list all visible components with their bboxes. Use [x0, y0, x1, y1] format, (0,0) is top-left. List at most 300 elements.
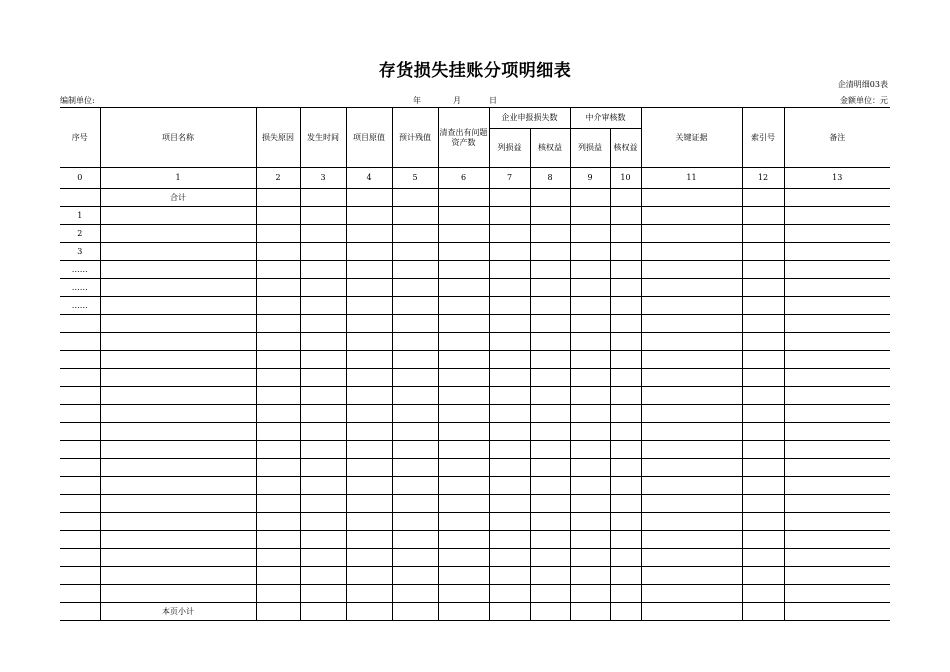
- table-cell: [641, 477, 742, 495]
- column-number-cell: 10: [610, 168, 641, 189]
- table-cell: [530, 513, 570, 531]
- table-cell: [300, 207, 346, 225]
- table-cell: [346, 207, 392, 225]
- table-cell: [570, 279, 610, 297]
- table-cell: [641, 333, 742, 351]
- column-number-cell: 2: [256, 168, 300, 189]
- table-cell: [100, 459, 256, 477]
- table-cell: [438, 459, 489, 477]
- row-seq-cell: [60, 333, 100, 351]
- table-cell: [530, 369, 570, 387]
- column-number-cell: 6: [438, 168, 489, 189]
- table-cell: [641, 387, 742, 405]
- table-cell: [438, 603, 489, 621]
- enterprise-group-header: 企业申报损失数: [489, 108, 570, 129]
- table-cell: [489, 603, 530, 621]
- column-number-cell: 9: [570, 168, 610, 189]
- row-seq-cell: [60, 387, 100, 405]
- table-cell: [530, 189, 570, 207]
- table-cell: [256, 531, 300, 549]
- table-cell: [392, 585, 438, 603]
- column-number-cell: 13: [784, 168, 890, 189]
- table-cell: [100, 495, 256, 513]
- row-seq-cell: [60, 495, 100, 513]
- table-cell: [346, 225, 392, 243]
- table-cell: [346, 405, 392, 423]
- table-cell: [610, 243, 641, 261]
- table-cell: [100, 279, 256, 297]
- table-cell: [641, 495, 742, 513]
- table-cell: [530, 441, 570, 459]
- table-cell: [438, 441, 489, 459]
- table-cell: [610, 531, 641, 549]
- column-number-cell: 3: [300, 168, 346, 189]
- table-cell: [784, 459, 890, 477]
- table-cell: [742, 495, 784, 513]
- row-seq-cell: [60, 585, 100, 603]
- table-cell: [346, 459, 392, 477]
- table-cell: [392, 333, 438, 351]
- table-cell: [570, 225, 610, 243]
- table-cell: [346, 369, 392, 387]
- table-cell: [489, 369, 530, 387]
- row-seq-cell: ……: [60, 261, 100, 279]
- table-cell: [100, 207, 256, 225]
- table-cell: [256, 495, 300, 513]
- subtotal-row-label: 本页小计: [100, 603, 256, 621]
- table-cell: [570, 369, 610, 387]
- row-seq-cell: [60, 405, 100, 423]
- table-cell: [610, 297, 641, 315]
- table-row: [60, 477, 890, 495]
- table-cell: [346, 243, 392, 261]
- table-cell: [346, 477, 392, 495]
- table-cell: [256, 423, 300, 441]
- table-cell: [610, 279, 641, 297]
- table-cell: [392, 423, 438, 441]
- table-cell: [256, 549, 300, 567]
- column-number-cell: 8: [530, 168, 570, 189]
- table-cell: [784, 207, 890, 225]
- row-seq-cell: [60, 531, 100, 549]
- table-cell: [392, 531, 438, 549]
- table-row: [60, 387, 890, 405]
- col-remarks-header: 备注: [784, 108, 890, 168]
- table-cell: [438, 297, 489, 315]
- table-cell: [784, 405, 890, 423]
- table-cell: [100, 225, 256, 243]
- table-cell: [438, 423, 489, 441]
- table-cell: [300, 243, 346, 261]
- table-cell: [742, 513, 784, 531]
- table-cell: [438, 531, 489, 549]
- table-cell: [641, 225, 742, 243]
- table-cell: [530, 225, 570, 243]
- table-row: [60, 513, 890, 531]
- table-cell: [100, 387, 256, 405]
- table-cell: [489, 333, 530, 351]
- row-seq-cell: [60, 459, 100, 477]
- table-cell: [392, 189, 438, 207]
- table-cell: [742, 585, 784, 603]
- table-cell: [438, 261, 489, 279]
- table-cell: [300, 441, 346, 459]
- table-cell: [742, 405, 784, 423]
- table-cell: [610, 261, 641, 279]
- table-cell: [610, 369, 641, 387]
- table-cell: [570, 333, 610, 351]
- table-cell: [300, 297, 346, 315]
- table-row: [60, 297, 890, 315]
- table-cell: [742, 459, 784, 477]
- table-cell: [570, 567, 610, 585]
- table-cell: [530, 531, 570, 549]
- table-cell: [100, 585, 256, 603]
- table-cell: [300, 585, 346, 603]
- table-cell: [641, 207, 742, 225]
- table-row: [60, 405, 890, 423]
- table-cell: [742, 423, 784, 441]
- table-cell: [256, 297, 300, 315]
- table-cell: [392, 603, 438, 621]
- table-cell: [742, 567, 784, 585]
- table-cell: [256, 477, 300, 495]
- table-cell: [256, 243, 300, 261]
- row-seq-cell: [60, 513, 100, 531]
- header-row-1: [60, 108, 890, 129]
- table-cell: [256, 603, 300, 621]
- table-cell: [256, 225, 300, 243]
- table-cell: [392, 567, 438, 585]
- table-cell: [784, 423, 890, 441]
- table-cell: [392, 261, 438, 279]
- table-cell: [641, 531, 742, 549]
- table-row: [60, 531, 890, 549]
- table-cell: [530, 459, 570, 477]
- table-cell: [438, 585, 489, 603]
- table-cell: [346, 333, 392, 351]
- table-cell: [300, 531, 346, 549]
- table-cell: [392, 441, 438, 459]
- table-cell: [610, 405, 641, 423]
- table-cell: [489, 459, 530, 477]
- table-cell: [300, 387, 346, 405]
- table-cell: [742, 225, 784, 243]
- table-cell: [346, 585, 392, 603]
- col-agency-equity-header: 核权益: [610, 129, 641, 168]
- table-cell: [610, 441, 641, 459]
- table-cell: [256, 279, 300, 297]
- table-cell: [100, 567, 256, 585]
- table-cell: [784, 297, 890, 315]
- table-cell: [392, 477, 438, 495]
- table-cell: [641, 423, 742, 441]
- table-cell: [530, 351, 570, 369]
- table-cell: [489, 477, 530, 495]
- table-cell: [489, 225, 530, 243]
- column-number-row: [60, 168, 890, 189]
- table-cell: [530, 279, 570, 297]
- table-cell: [742, 243, 784, 261]
- table-cell: [784, 603, 890, 621]
- table-cell: [100, 513, 256, 531]
- table-cell: [438, 279, 489, 297]
- table-cell: [346, 441, 392, 459]
- table-cell: [256, 585, 300, 603]
- table-cell: [742, 369, 784, 387]
- table-cell: [256, 441, 300, 459]
- table-cell: [300, 459, 346, 477]
- col-enterprise-listed-header: 列损益: [489, 129, 530, 168]
- row-seq-cell: [60, 423, 100, 441]
- table-cell: [489, 315, 530, 333]
- table-cell: [530, 549, 570, 567]
- table-cell: [300, 477, 346, 495]
- table-cell: [610, 387, 641, 405]
- table-cell: [346, 603, 392, 621]
- table-cell: [489, 585, 530, 603]
- table-cell: [489, 207, 530, 225]
- table-row: [60, 225, 890, 243]
- table-cell: [100, 531, 256, 549]
- table-cell: [392, 279, 438, 297]
- table-cell: [742, 333, 784, 351]
- table-cell: [530, 207, 570, 225]
- table-cell: [392, 243, 438, 261]
- table-cell: [438, 243, 489, 261]
- total-row: [60, 189, 890, 207]
- table-cell: [489, 351, 530, 369]
- table-cell: [300, 333, 346, 351]
- year-label: 年: [413, 96, 421, 105]
- table-cell: [438, 351, 489, 369]
- table-cell: [60, 189, 100, 207]
- table-cell: [530, 585, 570, 603]
- table-cell: [100, 315, 256, 333]
- table-cell: [256, 351, 300, 369]
- table-cell: [346, 315, 392, 333]
- table-cell: [570, 603, 610, 621]
- table-cell: [346, 279, 392, 297]
- table-cell: [641, 243, 742, 261]
- col-seq-header: 序号: [60, 108, 100, 168]
- table-cell: [300, 351, 346, 369]
- col-loss-reason-header: 损失原因: [256, 108, 300, 168]
- table-cell: [742, 297, 784, 315]
- table-cell: [742, 279, 784, 297]
- table-cell: [784, 369, 890, 387]
- table-cell: [346, 351, 392, 369]
- table-cell: [530, 423, 570, 441]
- total-row-label: 合计: [100, 189, 256, 207]
- page-title: 存货损失挂账分项明细表: [378, 61, 572, 81]
- table-cell: [530, 603, 570, 621]
- col-original-value-header: 项目原值: [346, 108, 392, 168]
- table-cell: [392, 207, 438, 225]
- table-cell: [641, 567, 742, 585]
- table-cell: [438, 333, 489, 351]
- table-cell: [610, 585, 641, 603]
- table-cell: [570, 549, 610, 567]
- table-cell: [530, 297, 570, 315]
- table-cell: [530, 477, 570, 495]
- table-cell: [610, 603, 641, 621]
- table-cell: [346, 531, 392, 549]
- table-cell: [489, 189, 530, 207]
- table-cell: [438, 495, 489, 513]
- table-cell: [300, 189, 346, 207]
- row-seq-cell: [60, 441, 100, 459]
- table-cell: [784, 531, 890, 549]
- table-cell: [489, 387, 530, 405]
- column-number-cell: 0: [60, 168, 100, 189]
- column-number-cell: 11: [641, 168, 742, 189]
- table-cell: [610, 459, 641, 477]
- table-cell: [530, 387, 570, 405]
- table-cell: [610, 333, 641, 351]
- table-cell: [784, 225, 890, 243]
- table-cell: [742, 441, 784, 459]
- table-cell: [530, 405, 570, 423]
- col-agency-listed-header: 列损益: [570, 129, 610, 168]
- table-cell: [438, 405, 489, 423]
- table-cell: [100, 333, 256, 351]
- table-cell: [300, 315, 346, 333]
- table-cell: [570, 315, 610, 333]
- table-cell: [392, 405, 438, 423]
- row-seq-cell: [60, 549, 100, 567]
- table-cell: [610, 567, 641, 585]
- row-seq-cell: 1: [60, 207, 100, 225]
- table-cell: [300, 567, 346, 585]
- table-cell: [641, 297, 742, 315]
- table-cell: [438, 513, 489, 531]
- table-cell: [300, 225, 346, 243]
- table-cell: [570, 459, 610, 477]
- table-cell: [784, 315, 890, 333]
- table-row: [60, 585, 890, 603]
- table-cell: [100, 477, 256, 495]
- table-cell: [346, 387, 392, 405]
- subtotal-row: [60, 603, 890, 621]
- table-cell: [392, 495, 438, 513]
- table-cell: [256, 315, 300, 333]
- table-cell: [530, 315, 570, 333]
- table-cell: [489, 441, 530, 459]
- compiler-label: 编制单位:: [60, 96, 95, 105]
- table-cell: [784, 585, 890, 603]
- table-cell: [530, 495, 570, 513]
- table-cell: [346, 423, 392, 441]
- table-cell: [784, 495, 890, 513]
- row-seq-cell: ……: [60, 297, 100, 315]
- table-cell: [610, 477, 641, 495]
- table-cell: [610, 549, 641, 567]
- table-cell: [256, 405, 300, 423]
- table-cell: [784, 513, 890, 531]
- table-cell: [784, 441, 890, 459]
- table-cell: [100, 261, 256, 279]
- agency-group-header: 中介审核数: [570, 108, 641, 129]
- table-cell: [610, 513, 641, 531]
- table-cell: [610, 495, 641, 513]
- row-seq-cell: 3: [60, 243, 100, 261]
- col-index-no-header: 索引号: [742, 108, 784, 168]
- table-cell: [300, 261, 346, 279]
- table-cell: [392, 459, 438, 477]
- table-cell: [570, 387, 610, 405]
- table-cell: [784, 243, 890, 261]
- table-cell: [438, 387, 489, 405]
- table-cell: [100, 351, 256, 369]
- column-number-cell: 1: [100, 168, 256, 189]
- table-cell: [742, 387, 784, 405]
- table-cell: [300, 369, 346, 387]
- table-cell: [300, 549, 346, 567]
- table-row: [60, 567, 890, 585]
- table-cell: [438, 225, 489, 243]
- table-cell: [256, 333, 300, 351]
- table-row: [60, 369, 890, 387]
- table-cell: [570, 261, 610, 279]
- table-cell: [784, 549, 890, 567]
- table-row: [60, 279, 890, 297]
- table-cell: [392, 387, 438, 405]
- table-row: [60, 261, 890, 279]
- table-cell: [742, 315, 784, 333]
- table-cell: [570, 207, 610, 225]
- table-cell: [489, 405, 530, 423]
- table-row: [60, 351, 890, 369]
- table-cell: [300, 495, 346, 513]
- col-estimated-residual-header: 预计残值: [392, 108, 438, 168]
- table-cell: [346, 495, 392, 513]
- table-cell: [784, 279, 890, 297]
- table-cell: [742, 261, 784, 279]
- table-cell: [742, 549, 784, 567]
- table-cell: [300, 405, 346, 423]
- day-label: 日: [489, 96, 497, 105]
- table-cell: [346, 513, 392, 531]
- table-cell: [256, 207, 300, 225]
- table-cell: [300, 603, 346, 621]
- table-cell: [570, 477, 610, 495]
- amount-unit: 金额单位：元: [840, 96, 888, 105]
- table-cell: [570, 189, 610, 207]
- table-cell: [392, 225, 438, 243]
- table-cell: [610, 423, 641, 441]
- table-cell: [300, 423, 346, 441]
- row-seq-cell: [60, 567, 100, 585]
- table-row: [60, 315, 890, 333]
- table-cell: [641, 459, 742, 477]
- table-cell: [100, 369, 256, 387]
- table-cell: [100, 405, 256, 423]
- table-cell: [784, 351, 890, 369]
- table-cell: [784, 387, 890, 405]
- col-problem-assets-header: 清查出有问题资产数: [438, 108, 489, 168]
- table-cell: [784, 477, 890, 495]
- table-cell: [100, 297, 256, 315]
- table-cell: [100, 243, 256, 261]
- table-cell: [784, 333, 890, 351]
- row-seq-cell: [60, 369, 100, 387]
- table-cell: [489, 495, 530, 513]
- table-cell: [641, 189, 742, 207]
- table-row: [60, 459, 890, 477]
- table-cell: [489, 513, 530, 531]
- table-cell: [570, 243, 610, 261]
